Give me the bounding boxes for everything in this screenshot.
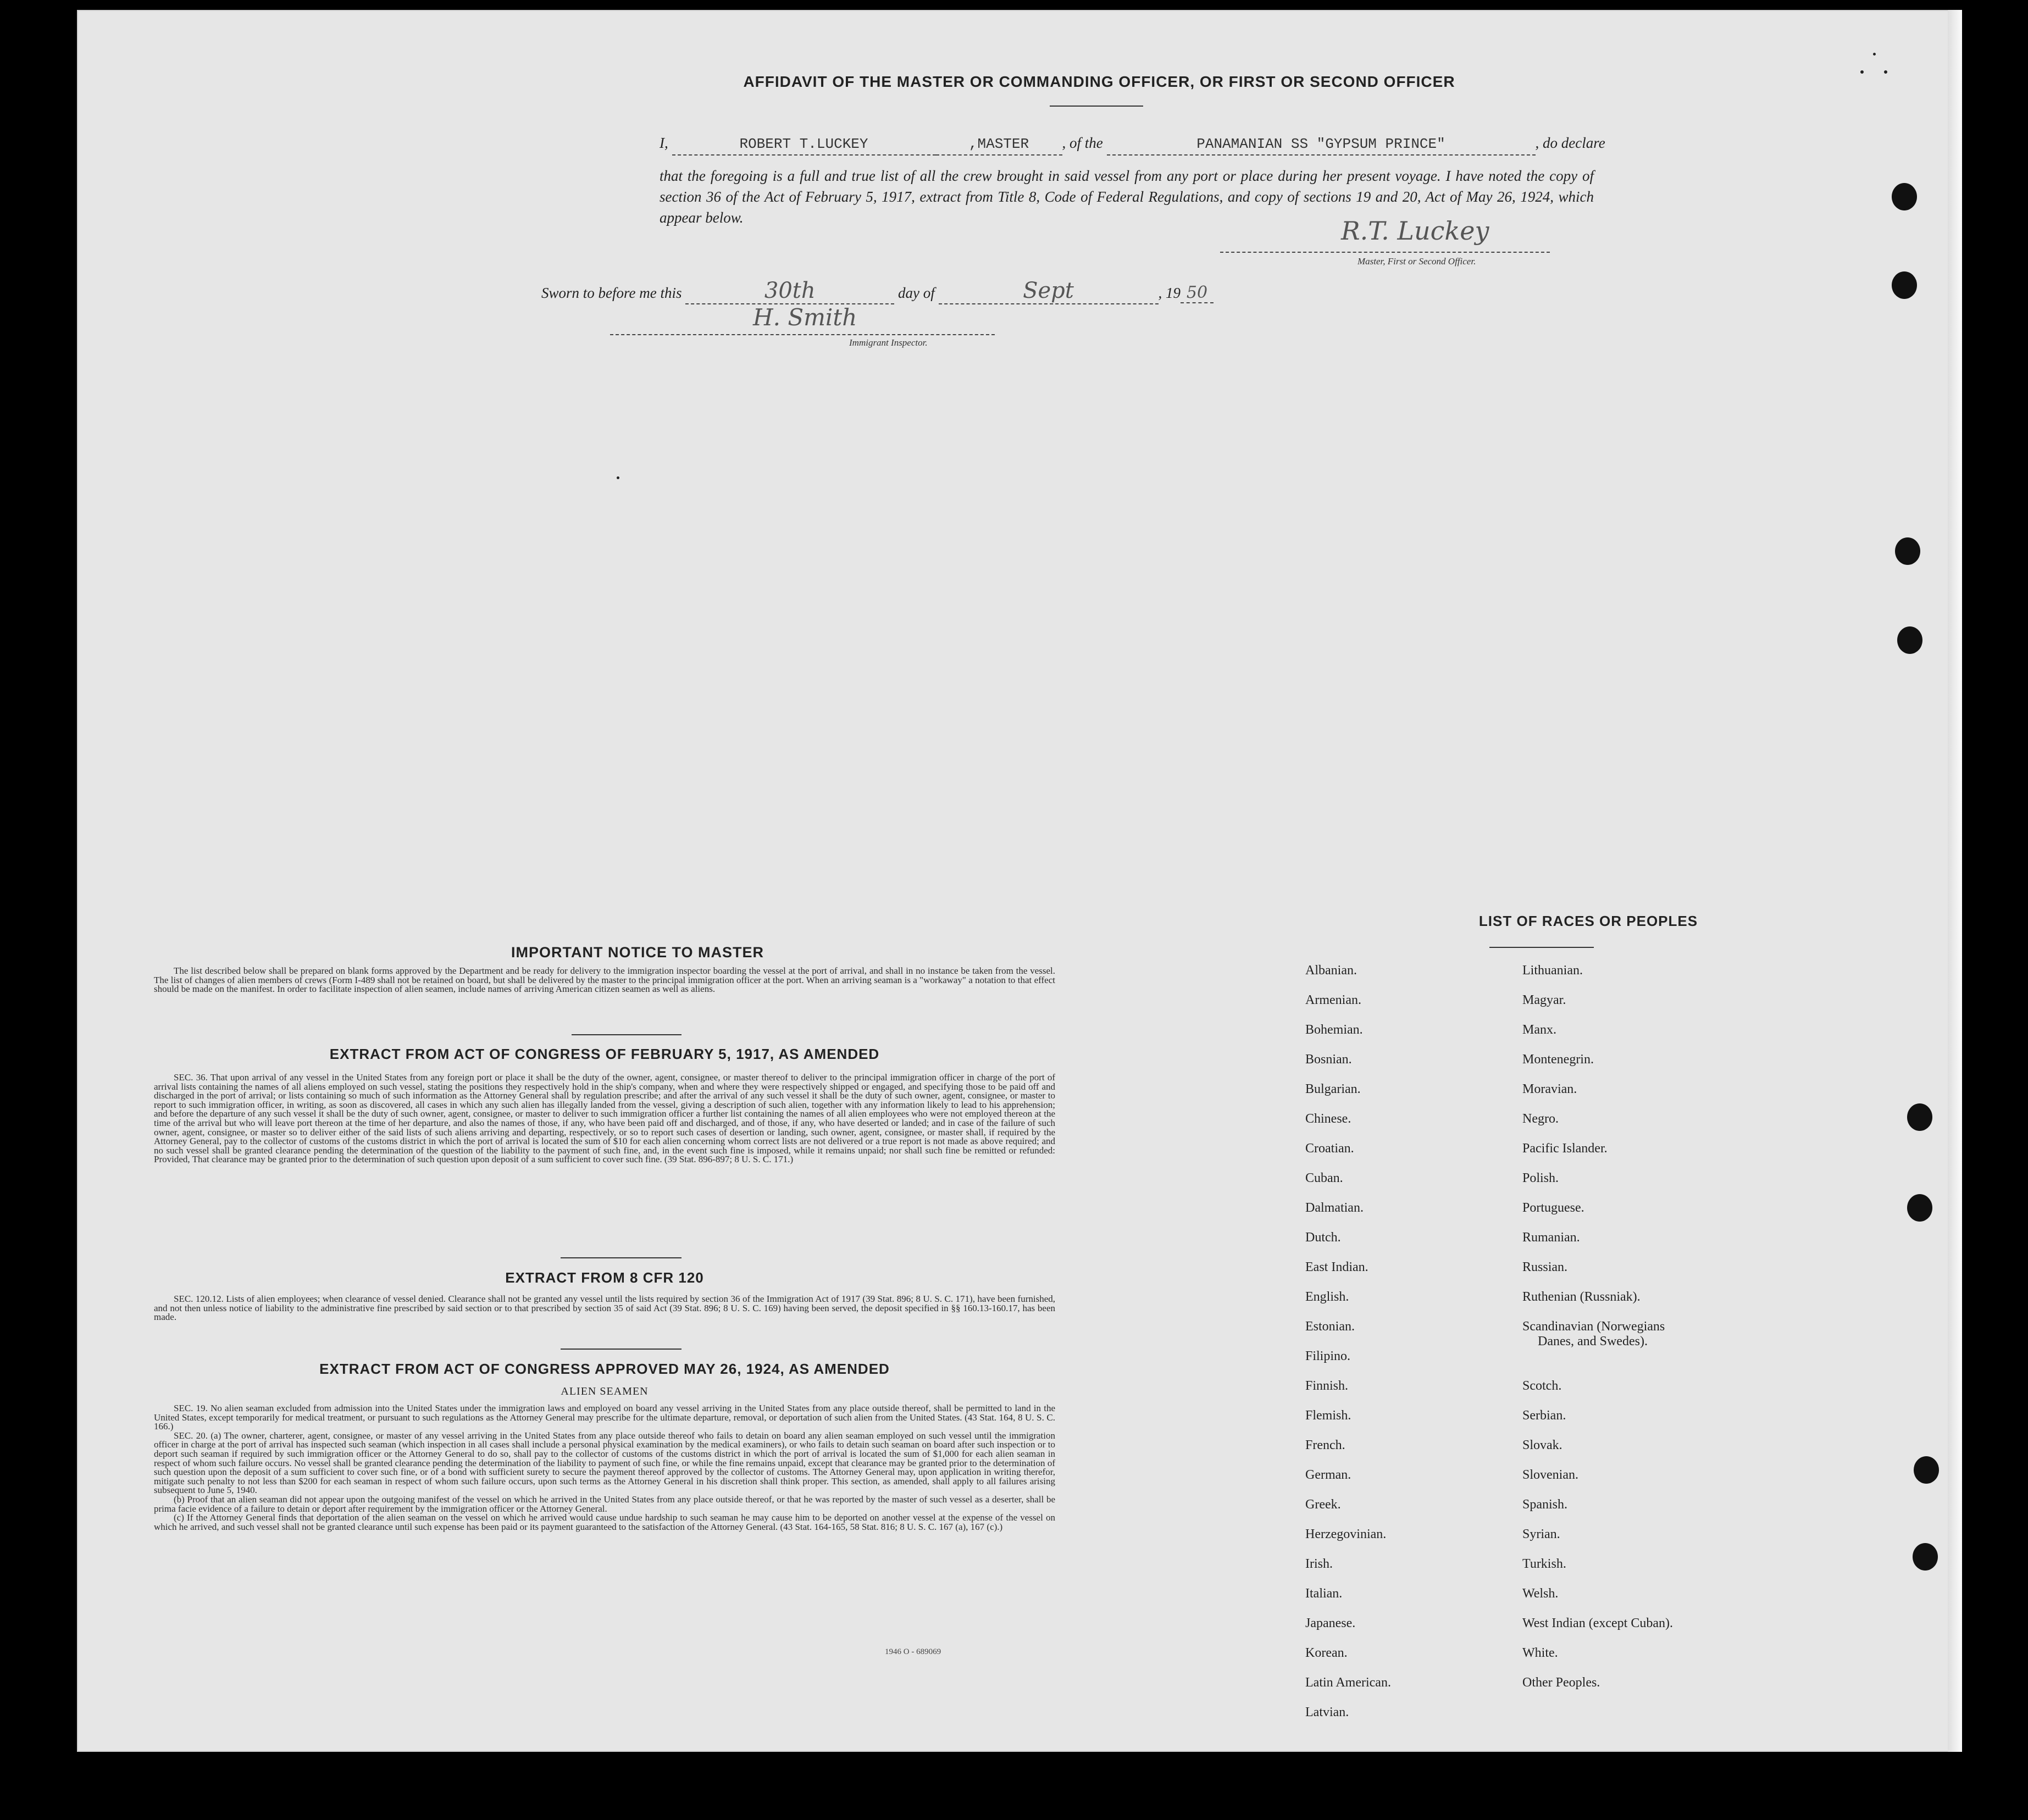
race-item: Italian.: [1305, 1586, 1343, 1601]
extract-1924-title: EXTRACT FROM ACT OF CONGRESS APPROVED MAY 26, 1924, AS AMENDED: [319, 1361, 890, 1377]
section-rule: [1489, 947, 1594, 948]
print-code: 1946 O - 689069: [885, 1647, 941, 1656]
sworn-month: Sept: [939, 278, 1159, 304]
race-item: Montenegrin.: [1522, 1052, 1594, 1067]
race-item: Japanese.: [1305, 1616, 1356, 1630]
race-item: Slovenian.: [1522, 1468, 1578, 1482]
punch-hole: [1895, 537, 1920, 565]
inspector-caption: Immigrant Inspector.: [849, 337, 928, 348]
sworn-line: [541, 278, 1214, 304]
punch-hole: [1897, 626, 1922, 654]
sec-120-12-paragraph: SEC. 120.12. Lists of alien employees; when clearance of vessel denied. Clearance shall not be granted any vessel until the lists required by section 36 of the Immigration Act of 1917 (39 Stat. 896; 8 U. S. C. 171), have been furnished, and not then unless notice of liability to the administrative fine prescribed by said section or to that prescribed by section 35 of said Act (39 Stat. 896; 8 U. S. C. 169) having been served, the deposit specified in §§ 160.13-160.17, has been made.: [154, 1294, 1055, 1323]
sworn-day: 30th: [685, 278, 894, 304]
declaration-line: [660, 132, 1605, 156]
speck: [1860, 70, 1864, 74]
race-item: Slovak.: [1522, 1438, 1562, 1452]
page-edge: [1948, 10, 1962, 1752]
punch-hole: [1892, 183, 1917, 210]
race-item: Polish.: [1522, 1171, 1559, 1185]
extract-1924-text: [154, 1404, 1055, 1532]
race-item: Manx.: [1522, 1023, 1556, 1037]
race-item: Bosnian.: [1305, 1052, 1352, 1067]
race-item: Korean.: [1305, 1646, 1348, 1660]
race-item: Finnish.: [1305, 1379, 1349, 1393]
speck: [617, 476, 619, 479]
race-item: Bulgarian.: [1305, 1082, 1361, 1096]
rank-field: ,MASTER: [936, 134, 1062, 156]
race-item: Magyar.: [1522, 993, 1566, 1007]
race-item: Latvian.: [1305, 1705, 1349, 1719]
races-title: LIST OF RACES OR PEOPLES: [1478, 913, 1698, 929]
race-item: Irish.: [1305, 1557, 1333, 1571]
declaration-text: that the foregoing is a full and true list of all the crew brought in said vessel from any port or place during her present voyage. I have noted the copy of section 36 of the Act of February 5, 1917, extract from Title 8, Code of Federal Regulations, and copy of sections 19 and 20, Act of May 26, 1924, which appear below.: [660, 168, 1594, 226]
race-item: Other Peoples.: [1522, 1675, 1600, 1690]
race-item: Dutch.: [1305, 1230, 1341, 1245]
speck: [1884, 70, 1887, 74]
affidavit-title: AFFIDAVIT OF THE MASTER OR COMMANDING OFFICER, OR FIRST OR SECOND OFFICER: [743, 73, 1455, 90]
extract-1917-text: [154, 1073, 1055, 1164]
i-label: I,: [660, 135, 668, 151]
race-item: Pacific Islander.: [1522, 1141, 1608, 1156]
extract-1917-title: EXTRACT FROM ACT OF CONGRESS OF FEBRUARY 5, 1917, AS AMENDED: [329, 1046, 880, 1062]
race-item: French.: [1305, 1438, 1345, 1452]
race-item: Turkish.: [1522, 1557, 1566, 1571]
race-item: Greek.: [1305, 1497, 1341, 1512]
extract-cfr-title: EXTRACT FROM 8 CFR 120: [505, 1269, 704, 1286]
race-item: Rumanian.: [1522, 1230, 1580, 1245]
notice-title: IMPORTANT NOTICE TO MASTER: [511, 944, 764, 961]
race-item: Spanish.: [1522, 1497, 1568, 1512]
speck: [1873, 53, 1876, 56]
race-item: Armenian.: [1305, 993, 1361, 1007]
race-item: Ruthenian (Russniak).: [1522, 1290, 1641, 1304]
of-the-label: , of the: [1062, 135, 1103, 151]
race-item: Bohemian.: [1305, 1023, 1363, 1037]
race-item: Albanian.: [1305, 963, 1357, 978]
sec-20b-paragraph: (b) Proof that an alien seaman did not appear upon the outgoing manifest of the vessel on which he arrived in the United States from any place outside thereof, or that he was reported by the master of such vessel as a deserter, shall be prima facie evidence of a failure to detain or deport after requirement by the immigration officer or the Attorney General.: [154, 1494, 1055, 1514]
race-item: Cuban.: [1305, 1171, 1343, 1185]
race-item: Welsh.: [1522, 1586, 1559, 1601]
alien-seamen-subtitle: ALIEN SEAMEN: [561, 1385, 649, 1397]
sec-20c-paragraph: (c) If the Attorney General finds that deportation of the alien seaman on the vessel on which he arrived would cause undue hardship to such seaman he may cause him to be deported on another vessel at the expense of the vessel on which he arrived, and such vessel shall not be granted clearance until such expense has been paid or its payment guaranteed to the satisfaction of the Attorney General. (43 Stat. 164-165, 58 Stat. 816; 8 U. S. C. 167 (a), 167 (c).): [154, 1512, 1055, 1532]
race-item: Syrian.: [1522, 1527, 1560, 1541]
master-caption: Master, First or Second Officer.: [1357, 256, 1476, 267]
race-item: West Indian (except Cuban).: [1522, 1616, 1673, 1630]
race-item: English.: [1305, 1290, 1349, 1304]
punch-hole: [1914, 1456, 1939, 1484]
section-rule: [561, 1349, 681, 1350]
sworn-label: Sworn to before me this: [541, 285, 682, 301]
sec-19-paragraph: SEC. 19. No alien seaman excluded from admission into the United States under the immigration laws and employed on board any vessel arriving in the United States from any place outside thereof, shall be permitted to land in the United States, except temporarily for medical treatment, or pursuant to such regulations as the Attorney General may prescribe for the ultimate departure, removal, or deportation of such alien from the United States. (43 Stat. 164, 8 U. S. C. 166.): [154, 1403, 1055, 1432]
race-item: White.: [1522, 1646, 1558, 1660]
document-page: [77, 10, 1962, 1752]
race-item: Dalmatian.: [1305, 1201, 1364, 1215]
race-item: Chinese.: [1305, 1112, 1351, 1126]
punch-hole: [1913, 1543, 1938, 1571]
race-item: Moravian.: [1522, 1082, 1577, 1096]
race-item: Lithuanian.: [1522, 963, 1583, 978]
sworn-year: 50: [1181, 283, 1214, 303]
section-rule: [561, 1257, 681, 1258]
sec-20a-paragraph: SEC. 20. (a) The owner, charterer, agent, consignee, or master of any vessel arriving in the United States from any place outside thereof who fails to detain on board any alien seaman employed on such vessel until the immigration officer in charge at the port of arrival has inspected such seaman (which inspection in all cases shall include a personal physical examination by the medical examiners), or who fails to detain such seaman on board after such inspection or to deport such seaman if required by such immigration officer or the Attorney General to do so, shall pay to the collector of customs of the customs district in which the port of arrival is located the sum of $1,000 for each alien seaman in respect of whom such failure occurs. No vessel shall be granted clearance pending the determination of the liability to payment of such fine, or while the fine remains unpaid, except that clearance may be granted prior to the determination of such question upon the deposit of a sum sufficient to cover such fine, or of a bond with sufficient surety to secure the payment thereof approved by the collector of customs. The Attorney General may, upon application in writing therefor, mitigate such penalty to not less than $200 for each seaman in respect of whom such failure occurs, upon such terms as the Attorney General in his discretion shall think proper. This section, as amended, shall apply to all failures arising subsequent to June 5, 1940.: [154, 1430, 1055, 1496]
vessel-field: PANAMANIAN SS "GYPSUM PRINCE": [1107, 134, 1536, 156]
section-36-paragraph: SEC. 36. That upon arrival of any vessel in the United States from any foreign port or place it shall be the duty of the owner, agent, consignee, or master thereof to deliver to the principal immigration officer in charge of the port of arrival lists containing the names of all aliens employed on such vessel, stating the positions they respectively hold in the ship's company, when and where they were respectively shipped or engaged, and specifying those to be paid off and discharged in the port of arrival; or lists containing so much of such information as the Attorney General shall by regulation prescribe; and after the arrival of any such vessel it shall be the duty of such owner, agent, consignee, or master to report to such immigration officer, in writing, as soon as discovered, all cases in which any such alien has illegally landed from the vessel, giving a description of such alien, together with any information likely to lead to his apprehension; and before the departure of any such vessel it shall be the duty of such owner, agent, consignee, or master to deliver to such immigration officer a further list containing the names of all alien employees who were not employed thereon at the time of the arrival but who will leave port thereon at the time of her departure, and also the names of those, if any, who have been paid off and discharged, and of those, if any, who have deserted or landed; and in case of the failure of such owner, agent, consignee, or master so to deliver either of the said lists of such aliens arriving and departing, respectively, or so to report such cases of desertion or landing, such owner, agent, consignee, or master shall, if required by the Attorney General, pay to the collector of customs of the customs district in which the port of arrival is located the sum of $10 for each alien concerning whom correct lists are not delivered or a true report is not made as above required; and no such vessel shall be granted clearance pending the determination of the question of the liability to the payment of such fine, and, in the event such fine is imposed, while it remains unpaid; nor shall such fine be remitted or refunded: Provided, That clearance may be granted prior to the determination of such question upon deposit of a sum sufficient to cover such fine. (39 Stat. 896-897; 8 U. S. C. 171.): [154, 1072, 1055, 1165]
master-signature: R.T. Luckey: [1341, 216, 1489, 246]
inspector-signature-line: [610, 334, 995, 335]
day-of-label: day of: [898, 285, 935, 301]
extract-cfr-text: [154, 1295, 1055, 1322]
race-item: Russian.: [1522, 1260, 1568, 1274]
do-declare-label: , do declare: [1535, 135, 1605, 151]
race-item: Estonian.: [1305, 1319, 1355, 1334]
year-prefix: , 19: [1158, 285, 1181, 301]
race-item: Serbian.: [1522, 1408, 1566, 1423]
race-item: Flemish.: [1305, 1408, 1351, 1423]
race-item: German.: [1305, 1468, 1351, 1482]
race-item: Negro.: [1522, 1112, 1559, 1126]
race-item: Filipino.: [1305, 1349, 1351, 1363]
punch-hole: [1907, 1194, 1932, 1222]
race-item: Herzegovinian.: [1305, 1527, 1387, 1541]
race-item: East Indian.: [1305, 1260, 1368, 1274]
race-item: Latin American.: [1305, 1675, 1391, 1690]
punch-hole: [1892, 271, 1917, 299]
notice-text: [154, 967, 1055, 994]
section-rule: [572, 1034, 681, 1035]
race-item: Croatian.: [1305, 1141, 1354, 1156]
inspector-signature: H. Smith: [753, 304, 857, 331]
race-item: Scandinavian (Norwegians: [1522, 1319, 1665, 1334]
notice-paragraph: The list described below shall be prepared on blank forms approved by the Department and be ready for delivery to the immigration inspector boarding the vessel at the port of arrival, and shall in no instance be taken from the vessel. The list of changes of alien members of crews (Form I-489 shall not be retained on board, but shall be delivered by the master to the principal immigration officer at the port. When an arriving seaman is a "workaway" a notation to that effect should be made on the manifest. In order to facilitate inspection of alien seamen, include names of arriving American citizen seamen as well as aliens.: [154, 966, 1055, 995]
punch-hole: [1907, 1103, 1932, 1131]
race-item: Scotch.: [1522, 1379, 1562, 1393]
master-name-field: ROBERT T.LUCKEY: [672, 134, 936, 156]
title-rule: [1050, 106, 1143, 107]
race-item: Portuguese.: [1522, 1201, 1584, 1215]
race-item: Danes, and Swedes).: [1538, 1334, 1648, 1349]
master-signature-line: [1220, 252, 1550, 253]
